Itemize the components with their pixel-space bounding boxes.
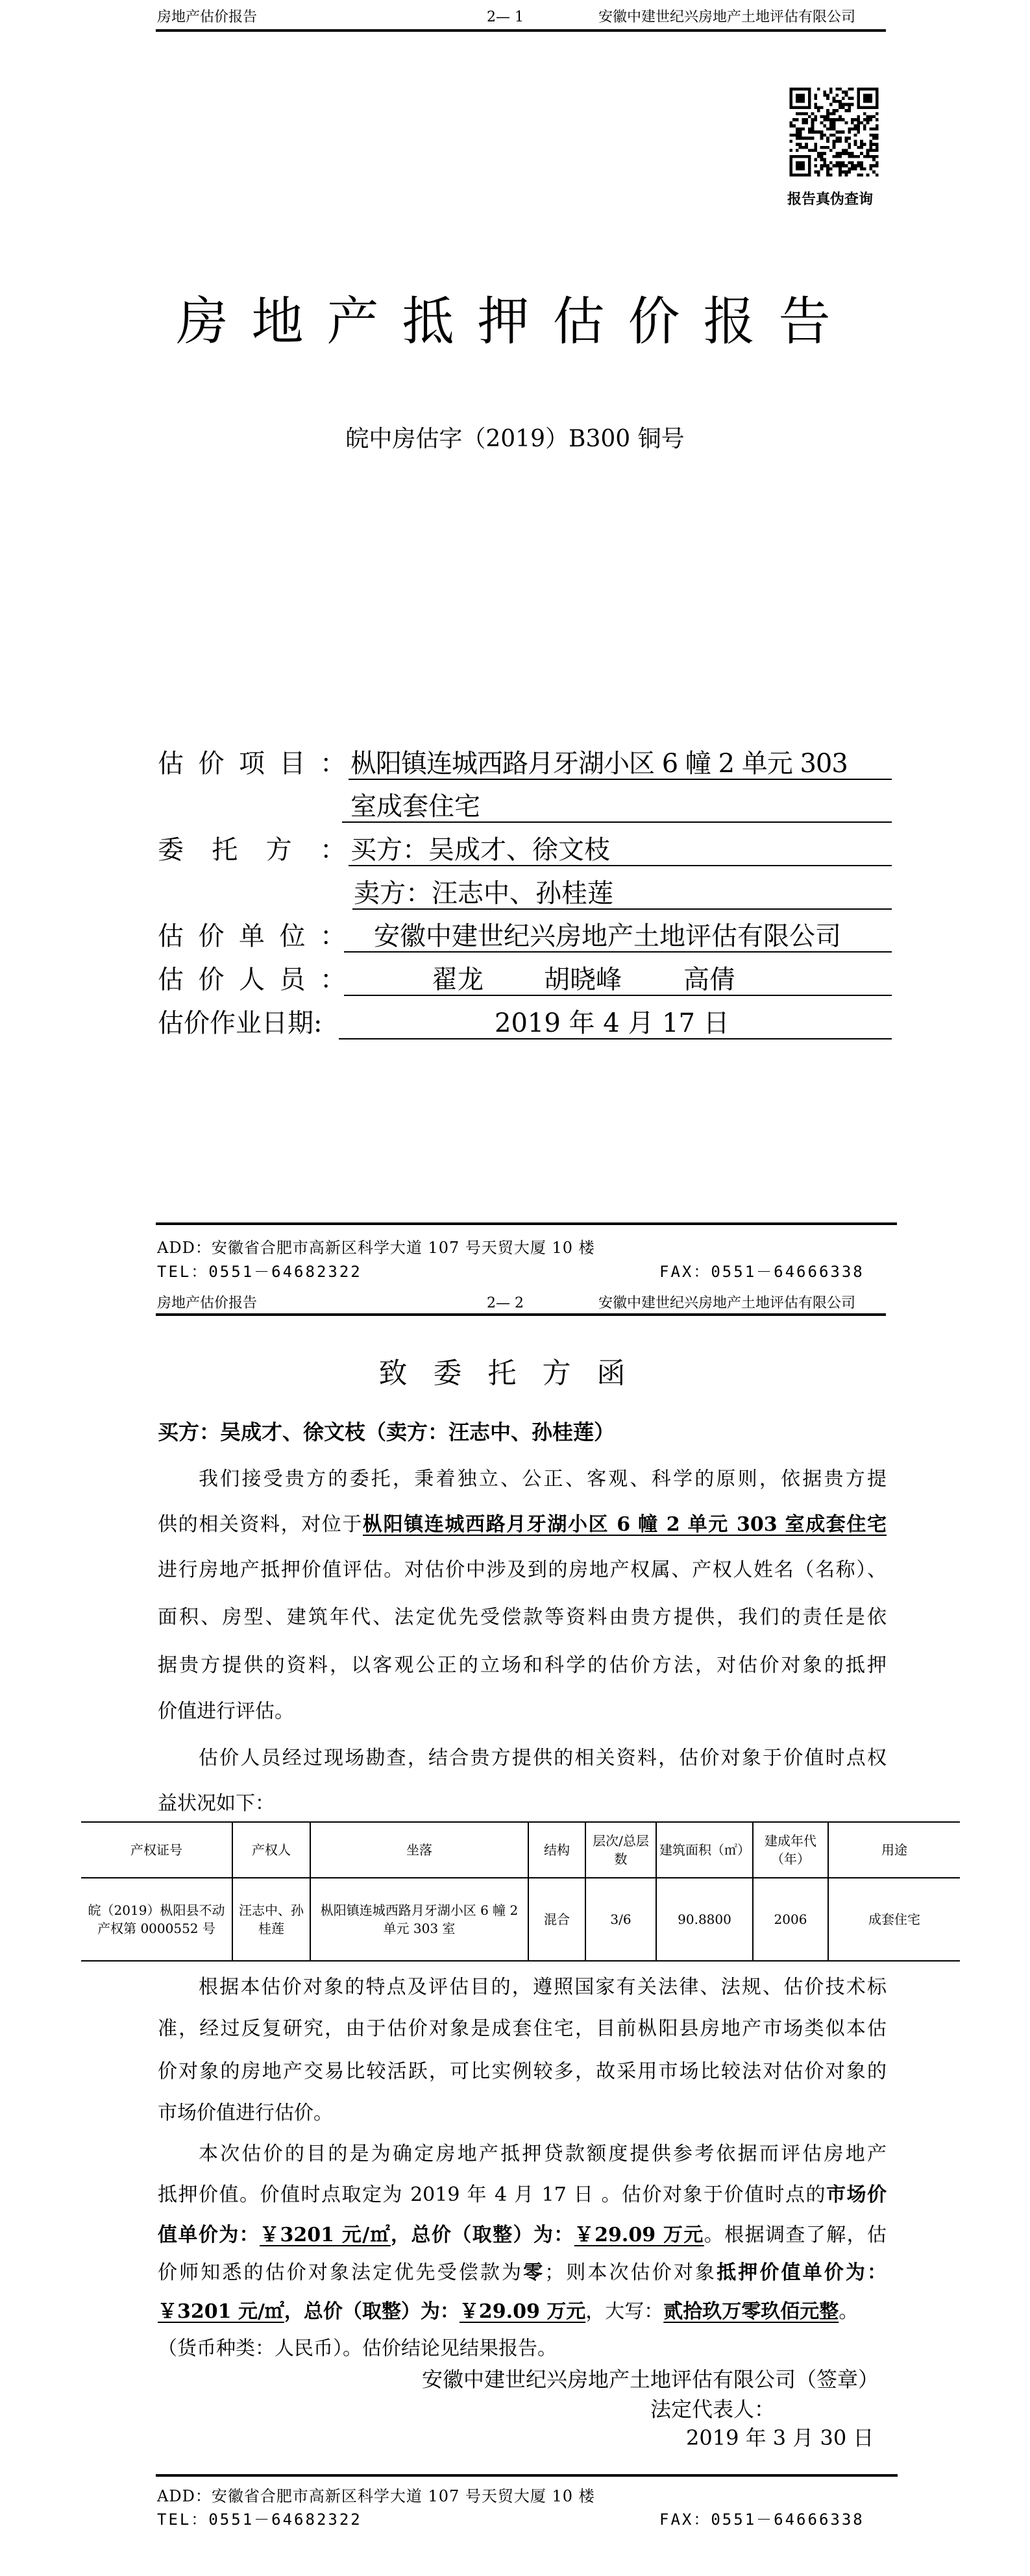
- field-value-project-line1: 枞阳镇连城西路月牙湖小区 6 幢 2 单元 303: [350, 749, 848, 779]
- footer-fax: FAX：0551－64666338: [659, 2510, 864, 2529]
- table-header-cell: 产权证号: [81, 1822, 232, 1878]
- report-number: 皖中房估字（2019）B300 铜号: [345, 426, 685, 452]
- paragraph-line: [158, 1654, 887, 1677]
- emphasized-value: 贰拾玖万零玖佰元整: [663, 2300, 839, 2323]
- emphasized-value: ￥3201 元/㎡: [158, 2300, 284, 2323]
- field-value-seller: 卖方：汪志中、孙桂莲: [354, 879, 613, 908]
- paragraph-text: 。: [839, 2300, 859, 2323]
- paragraph-line: [199, 2143, 887, 2166]
- paragraph-text: 根据本估价对象的特点及评估目的，遵照国家有关法律、法规、估价技术标: [199, 1976, 887, 1999]
- paragraph-text: ；则本次估价对象: [545, 2261, 717, 2284]
- paragraph-line: [199, 1468, 887, 1491]
- field-underline: [349, 779, 892, 780]
- emphasized-value: ￥29.09 万元: [459, 2300, 586, 2323]
- paragraph-line: [158, 1700, 887, 1723]
- paragraph-line: [158, 2102, 887, 2125]
- footer-tel: TEL：0551－64682322: [157, 1263, 362, 1281]
- field-value-date: 2019 年 4 月 17 日: [495, 1008, 730, 1038]
- paragraph-text: 准，经过反复研究，由于估价对象是成套住宅，目前枞阳县房地产市场类似本估: [158, 2017, 887, 2040]
- field-label-date: 估价作业日期:: [158, 1008, 323, 1038]
- footer-tel: TEL：0551－64682322: [157, 2510, 362, 2529]
- header-company: 安徽中建世纪兴房地产土地评估有限公司: [598, 9, 856, 25]
- field-underline: [339, 1038, 892, 1039]
- paragraph-text: （货币种类：人民币）。估价结论见结果报告。: [158, 2337, 557, 2360]
- table-header-row: [81, 1822, 960, 1878]
- table-cell: 3/6: [585, 1878, 656, 1961]
- header-page-number: 2— 1: [487, 9, 524, 25]
- property-rights-table: [81, 1821, 960, 1962]
- field-underline: [342, 821, 892, 823]
- paragraph-text: 进行房地产抵押价值评估。对估价中涉及到的房地产权属、产权人姓名（名称）、: [158, 1559, 887, 1581]
- paragraph-text: 抵押价值。价值时点取定为 2019 年 4 月 17 日 。估价对象于价值时点的: [158, 2183, 826, 2206]
- header-report-label: 房地产估价报告: [157, 9, 258, 25]
- qr-code-icon[interactable]: [789, 88, 879, 176]
- appraiser-name: 高倩: [683, 965, 735, 995]
- appraiser-name: 翟龙: [432, 965, 484, 995]
- paragraph-text: 益状况如下：: [158, 1792, 275, 1815]
- paragraph-line: [158, 2300, 887, 2324]
- emphasized-value: ￥3201 元/㎡: [260, 2224, 391, 2246]
- table-header-cell: 坐落: [310, 1822, 528, 1878]
- footer-fax: FAX：0551－64666338: [659, 1263, 864, 1281]
- paragraph-text: ，总价（取整）为：: [391, 2224, 574, 2246]
- field-label-client: 委托方：: [158, 835, 346, 865]
- table-cell: 汪志中、孙桂莲: [232, 1878, 310, 1961]
- table-cell: 2006: [753, 1878, 828, 1961]
- paragraph-text: 市场价: [826, 2183, 887, 2206]
- paragraph-text: 估价人员经过现场勘查，结合贵方提供的相关资料，估价对象于价值时点权: [199, 1747, 887, 1769]
- appraiser-name: 胡晓峰: [544, 965, 622, 995]
- footer-address: ADD：安徽省合肥市高新区科学大道 107 号天贸大厦 10 楼: [157, 2487, 595, 2505]
- paragraph-line: [158, 1606, 887, 1629]
- paragraph-text: 市场价值进行估价。: [158, 2102, 333, 2124]
- paragraph-line: [158, 2337, 887, 2361]
- paragraph-text: 据贵方提供的资料，以客观公正的立场和科学的估价方法，对估价对象的抵押: [158, 1654, 887, 1677]
- paragraph-text: 供的相关资料，对位于: [158, 1513, 363, 1536]
- header-page-number: 2— 2: [487, 1295, 524, 1311]
- paragraph-text: 。根据调查了解，估: [704, 2224, 887, 2246]
- table-header-cell: 结构: [528, 1822, 585, 1878]
- paragraph-line: [199, 1976, 887, 1999]
- paragraph-text: 价值进行评估。: [158, 1700, 294, 1723]
- letter-addressee: 买方：吴成才、徐文枝（卖方：汪志中、孙桂莲）: [158, 1420, 615, 1444]
- paragraph-text: 价师知悉的估价对象法定优先受偿款为: [158, 2261, 524, 2284]
- table-cell: 皖（2019）枞阳县不动产权第 0000552 号: [81, 1878, 232, 1961]
- signature-date: 2019 年 3 月 30 日: [686, 2425, 874, 2450]
- paragraph-text: 我们接受贵方的委托，秉着独立、公正、客观、科学的原则，依据贵方提: [199, 1468, 887, 1490]
- header-divider: [156, 29, 886, 32]
- field-underline: [344, 951, 892, 953]
- footer-divider: [156, 2474, 898, 2477]
- paragraph-text: 值单价为：: [158, 2224, 260, 2246]
- table-cell: 枞阳镇连城西路月牙湖小区 6 幢 2 单元 303 室: [310, 1878, 528, 1961]
- table-header-cell: 建成年代（年）: [753, 1822, 828, 1878]
- field-label-unit: 估价单位：: [158, 921, 346, 951]
- footer-divider: [156, 1222, 897, 1225]
- paragraph-text: 本次估价的目的是为确定房地产抵押贷款额度提供参考依据而评估房地产: [199, 2143, 887, 2165]
- paragraph-line: [199, 1747, 887, 1770]
- field-underline: [349, 865, 892, 866]
- field-label-project: 估价项目：: [158, 749, 346, 779]
- emphasized-value: ￥29.09 万元: [574, 2224, 704, 2246]
- paragraph-text: ，总价（取整）为：: [284, 2300, 460, 2323]
- field-label-appraisers: 估价人员：: [158, 965, 346, 995]
- paragraph-text: 面积、房型、建筑年代、法定优先受偿款等资料由贵方提供，我们的责任是依: [158, 1606, 887, 1629]
- paragraph-line: [158, 2060, 887, 2084]
- paragraph-text: 零: [523, 2261, 545, 2284]
- table-cell: 成套住宅: [828, 1878, 960, 1961]
- paragraph-line: [158, 1792, 887, 1816]
- paragraph-line: [158, 2261, 887, 2285]
- qr-verify-label: 报告真伪查询: [787, 191, 874, 208]
- header-report-label: 房地产估价报告: [157, 1295, 258, 1311]
- signature-company: 安徽中建世纪兴房地产土地评估有限公司（签章）: [422, 2367, 879, 2392]
- table-cell: 90.8800: [656, 1878, 753, 1961]
- header-company: 安徽中建世纪兴房地产土地评估有限公司: [598, 1295, 856, 1311]
- header-divider: [156, 1313, 886, 1316]
- paragraph-text: 抵押价值单价为：: [717, 2261, 887, 2284]
- report-title: 房地产抵押估价报告: [176, 291, 854, 352]
- field-value-unit: 安徽中建世纪兴房地产土地评估有限公司: [374, 921, 841, 951]
- table-header-cell: 层次/总层数: [585, 1822, 656, 1878]
- letter-title: 致委托方函: [378, 1357, 652, 1390]
- table-header-cell: 用途: [828, 1822, 960, 1878]
- signature-legal-rep: 法定代表人：: [650, 2397, 776, 2422]
- paragraph-line: [158, 2224, 887, 2247]
- emphasized-value: 枞阳镇连城西路月牙湖小区 6 幢 2 单元 303 室成套住宅: [363, 1513, 887, 1536]
- field-underline: [344, 995, 892, 996]
- field-value-project-line2: 室成套住宅: [350, 792, 480, 821]
- field-value-buyer: 买方：吴成才、徐文枝: [350, 835, 610, 865]
- footer-address: ADD：安徽省合肥市高新区科学大道 107 号天贸大厦 10 楼: [157, 1239, 595, 1257]
- table-cell: 混合: [528, 1878, 585, 1961]
- table-header-cell: 建筑面积（㎡）: [656, 1822, 753, 1878]
- paragraph-text: ，大写：: [585, 2300, 664, 2323]
- field-underline: [352, 908, 892, 910]
- paragraph-line: [158, 1513, 887, 1537]
- table-header-cell: 产权人: [232, 1822, 310, 1878]
- paragraph-text: 价对象的房地产交易比较活跃，可比实例较多，故采用市场比较法对估价对象的: [158, 2060, 887, 2083]
- paragraph-line: [158, 2183, 887, 2207]
- table-row: [81, 1878, 960, 1961]
- paragraph-line: [158, 1559, 887, 1582]
- paragraph-line: [158, 2017, 887, 2041]
